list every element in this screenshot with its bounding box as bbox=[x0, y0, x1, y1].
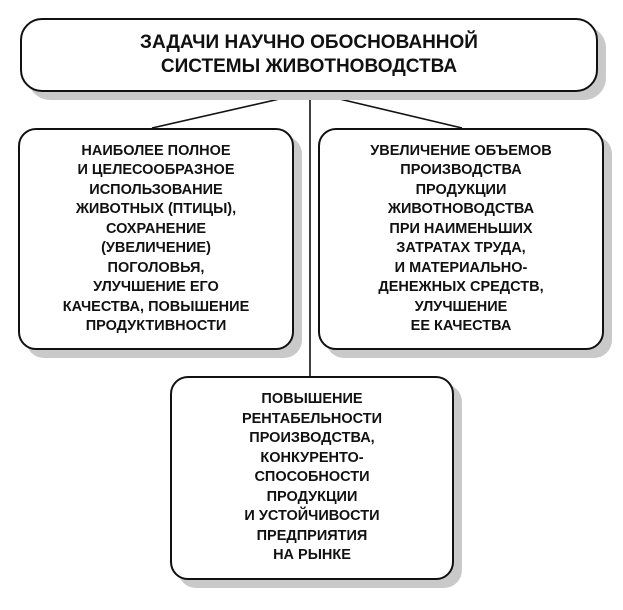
connector-right bbox=[310, 92, 462, 128]
box-text-line: СПОСОБНОСТИ bbox=[254, 469, 370, 486]
box-text-line: ЕЕ КАЧЕСТВА bbox=[410, 318, 512, 334]
box-text-line: ИСПОЛЬЗОВАНИЕ bbox=[89, 181, 223, 198]
box-text-line: ПОГОЛОВЬЯ, bbox=[107, 259, 205, 276]
box-text-line: ПРОДУКТИВНОСТИ bbox=[85, 318, 227, 334]
box-text-line: И МАТЕРИАЛЬНО- bbox=[394, 259, 528, 276]
box-text-line: КАЧЕСТВА, ПОВЫШЕНИЕ bbox=[62, 298, 250, 315]
box-text-line: ПРОИЗВОДСТВА, bbox=[249, 430, 375, 447]
connector-left bbox=[152, 92, 310, 128]
box-text-line: ЗАТРАТАХ ТРУДА, bbox=[396, 240, 526, 256]
title-box bbox=[20, 18, 598, 92]
title-line: ЗАДАЧИ НАУЧНО ОБОСНОВАННОЙ bbox=[140, 32, 478, 53]
task-box-livestock-use bbox=[18, 128, 294, 350]
box-text-line: ЖИВОТНОВОДСТВА bbox=[387, 201, 535, 217]
task-box-profitability bbox=[170, 376, 454, 580]
box-text-line: И ЦЕЛЕСООБРАЗНОЕ bbox=[77, 162, 235, 178]
box-text-line: УЛУЧШЕНИЕ ЕГО bbox=[93, 279, 219, 295]
title-line: СИСТЕМЫ ЖИВОТНОВОДСТВА bbox=[160, 56, 458, 77]
box-text-line: ДЕНЕЖНЫХ СРЕДСТВ, bbox=[378, 279, 544, 295]
box-text-line: СОХРАНЕНИЕ bbox=[105, 220, 207, 237]
box-text-line: КОНКУРЕНТО- bbox=[260, 449, 364, 466]
task-box-production-volume bbox=[318, 128, 604, 350]
box-text-line: НАИБОЛЕЕ ПОЛНОЕ bbox=[81, 142, 231, 159]
box-text-line: УВЕЛИЧЕНИЕ ОБЪЕМОВ bbox=[370, 142, 552, 159]
box-text-line: ПРОИЗВОДСТВА bbox=[400, 162, 522, 178]
box-text-line: (УВЕЛИЧЕНИЕ) bbox=[101, 240, 211, 256]
box-text-line: ПРИ НАИМЕНЬШИХ bbox=[389, 220, 533, 237]
box-text-line: НА РЫНКЕ bbox=[273, 547, 351, 564]
box-text-line: ПОВЫШЕНИЕ bbox=[261, 391, 363, 408]
box-text-line: И УСТОЙЧИВОСТИ bbox=[244, 508, 380, 525]
box-text-line: РЕНТАБЕЛЬНОСТИ bbox=[241, 410, 383, 427]
box-text-line: ЖИВОТНЫХ (ПТИЦЫ), bbox=[75, 201, 237, 217]
box-text-line: ПРОДУКЦИИ bbox=[415, 181, 507, 198]
box-text-line: УЛУЧШЕНИЕ bbox=[414, 298, 508, 315]
box-text-line: ПРОДУКЦИИ bbox=[266, 488, 358, 505]
box-text-line: ПРЕДПРИЯТИЯ bbox=[256, 527, 368, 544]
